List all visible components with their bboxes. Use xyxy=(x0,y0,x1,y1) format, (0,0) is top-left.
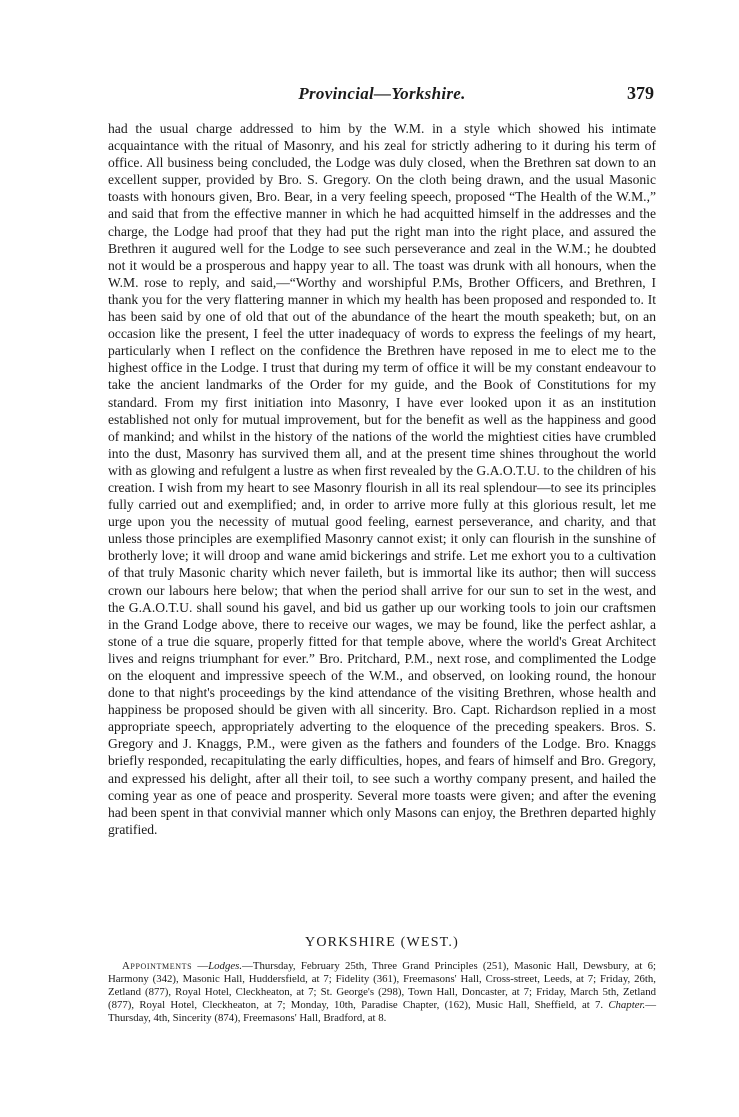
page-number: 379 xyxy=(627,83,654,103)
chapter-text: —Thursday, 4th, Sincerity (874), Freemasons' Hall, Bradford, at 8. xyxy=(108,999,657,1025)
chapter-label: Chapter. xyxy=(608,999,646,1012)
body-text xyxy=(108,120,656,838)
appointments-notice xyxy=(108,960,656,1025)
running-head xyxy=(108,84,656,108)
section-heading: YORKSHIRE (WEST.) xyxy=(305,935,459,950)
running-title: Provincial—Yorkshire. xyxy=(298,84,466,103)
lodges-label: Lodges. xyxy=(208,960,243,972)
body-paragraph: had the usual charge addressed to him by the W.M. in a style which showed his intimate acquaintance with the ritual of Masonry, and his zeal for strictly adhering to it during his term of office. All business being concluded, the Lodge was duly closed, when the Brethren sat down to an excellent supper, provided by Bro. S. Gregory. On the cloth being drawn, and the usual Masonic toasts with honours given, Bro. Bear, in a very feeling speech, proposed “The Health of the W.M.,” and said that from the effective manner in which he had acquitted himself in the addresses and the charge, the Lodge had proof that they had put the right man into the right place, and assured the Brethren it augured well for the Lodge to see such perseverance and zeal in the W.M.; he doubted not it would be a prosperous and happy year to all. The toast was drunk with all honours, when the W.M. rose to reply, and said,—“Worthy and worshipful P.Ms, Brother Officers, and Brethren, I thank you for the very flattering manner in which my health has been proposed and responded to. It has been said by one of old that out of the abundance of the heart the mouth speaketh; but, on an occasion like the present, I feel the utter inadequacy of words to express the feelings of my heart, particularly when I reflect on the confidence the Brethren have reposed in me to elect me to the highest office in the Lodge. I trust that during my term of office it will be my constant endeavour to take the ancient landmarks of the Order for my guide, and the Book of Constitutions for my standard. From my first initiation into Masonry, I have ever looked upon it as an institution established not only for mutual improvement, but for the benefit as well as the happiness and good of mankind; and whilst in the history of the nations of the world the mightiest cities have crumbled into the dust, Masonry has survived them all, and at the present time shines throughout the world with as glowing and refulgent a lustre as when first revealed by the G.A.O.T.U. to the children of his creation. I wish from my heart to see Masonry flourish in all its real splendour—to see its principles fully carried out and exemplified; and, in order to arrive more fully at this glorious result, let me urge upon you the necessity of mutual good feeling, earnest perseverance, and charity, and that unless those principles are exemplified Masonry cannot exist; it only can flourish in the sunshine of brotherly love; it will droop and wane amid bickerings and strife. Let me exhort you to a cultivation of that truly Masonic charity which never faileth, but is immortal like its author; then will success crown our labours here below; that when the period shall arrive for our sun to set in the west, and the G.A.O.T.U. shall sound his gavel, and bid us gather up our working tools to join our craftsmen in the Grand Lodge above, there to receive our wages, we may be found, like the perfect ashlar, a stone of a true die square, properly fitted for that temple above, where the world's Great Architect lives and reigns triumphant for ever.” Bro. Pritchard, P.M., next rose, and complimented the Lodge on the eloquent and impressive speech of the W.M., and observed, on looking round, the honour done to that night's proceedings by the kind attendance of the visiting Brethren, whose health and happiness be proposed should be given with all sincerity. Bro. Capt. Richardson replied in a most appropriate speech, appropriately adverting to the eloquence of the preceding speakers. Bros. S. Gregory and J. Knaggs, P.M., were given as the fathers and founders of the Lodge. Bro. Knaggs briefly responded, recapitulating the early difficulties, hopes, and fears of himself and Bro. Gregory, and expressed his delight, after all their toil, to see such a worthy company present, and hailed the coming year as one of peace and prosperity. Several more toasts were given; and after the evening had been spent in that convivial manner which only Masons can enjoy, the Brethren departed highly gratified. xyxy=(108,121,656,837)
appointments-paragraph: Appointments —Lodges.—Thursday, February 25th, Three Grand Principles (251), Masonic Hall, Dewsbury, at 6; Harmony (342), Masonic Hall, Huddersfield, at 7; Fidelity (361), Freemasons' Hall, Cross-street, Leeds, at 7; Friday, 26th, Zetland (877), Royal Hotel, Cleckheaton, at 7; St. George's (298), Town Hall, Doncaster, at 7; Friday, March 5th, Zetland (877), Royal Hotel, Cleckheaton, at 7; Monday, 10th, Paradise Chapter, (162), Music Hall, Sheffield, at 7. Chapter.—Thursday, 4th, Sincerity (874), Freemasons' Hall, Bradford, at 8. xyxy=(108,960,657,1025)
lodges-text: —Thursday, February 25th, Three Grand Principles (251), Masonic Hall, Dewsbury, at 6; Harmony (342), Masonic Hall, Huddersfield, at 7; Fidelity (361), Freemasons' Hall, Cross-street, Leeds, at 7; Friday, 26th, Zetland (877), Royal Hotel, Cleckheaton, at 7; St. George's (298), Town Hall, Doncaster, at 7; Friday, March 5th, Zetland (877), Royal Hotel, Cleckheaton, at 7; Monday, 10th, Paradise Chapter, (162), Music Hall, Sheffield, at 7. xyxy=(108,960,657,1012)
appointments-label: Appointments xyxy=(122,960,193,972)
